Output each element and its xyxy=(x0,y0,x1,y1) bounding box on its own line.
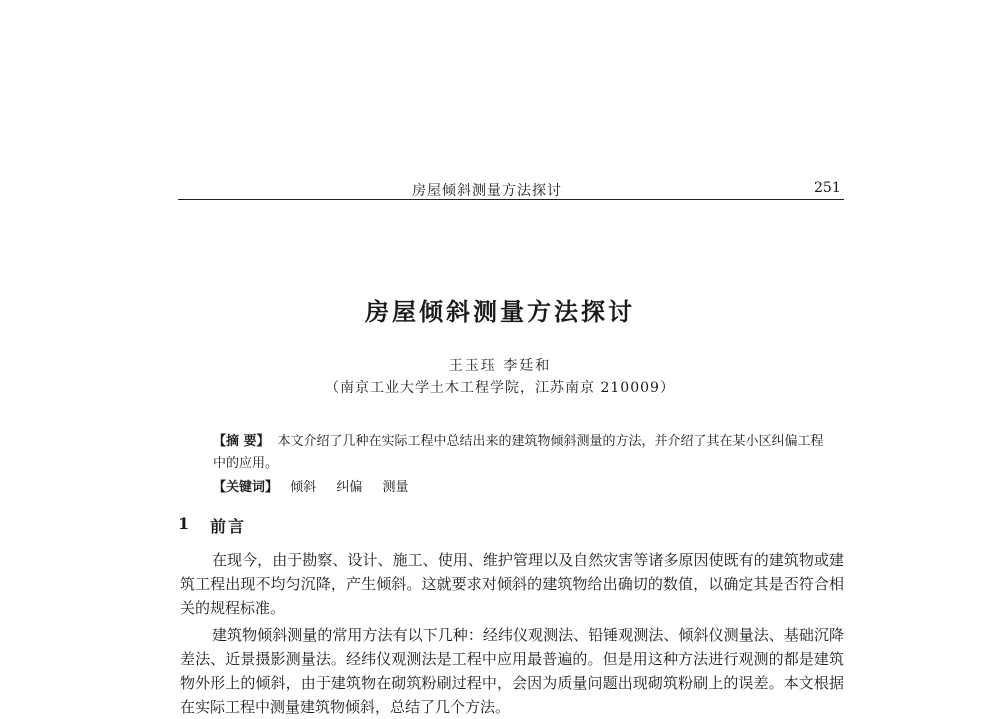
keywords xyxy=(213,476,424,495)
running-title: 房屋倾斜测量方法探讨 xyxy=(412,183,562,199)
keyword: 倾斜 xyxy=(290,480,317,495)
keyword: 测量 xyxy=(382,480,409,495)
abstract-label: 【摘 要】 xyxy=(213,434,270,449)
body-paragraph: 建筑物倾斜测量的常用方法有以下几种：经纬仪观测法、铅锤观测法、倾斜仪测量法、基础沉降差法、近景摄影测量法。经纬仪观测法是工程中应用最普遍的。但是用这种方法进行观测的都是建筑物外形上的倾斜，由于建筑物在砌筑粉刷过程中，会因为质量问题出现砌筑粉刷上的误差。本文根据在实际工程中测量建筑物倾斜，总结了几个方法。 xyxy=(180,626,844,716)
affiliation: （南京工业大学土木工程学院，江苏南京 210009） xyxy=(325,380,675,396)
header-rule xyxy=(178,199,844,200)
authors: 王玉珏 李廷和 xyxy=(448,358,552,374)
page-number: 251 xyxy=(814,180,841,196)
body-paragraph: 在现今，由于勘察、设计、施工、使用、维护管理以及自然灾害等诸多原因使既有的建筑物或建筑工程出现不均匀沉降，产生倾斜。这就要求对倾斜的建筑物给出确切的数值，以确定其是否符合相关的规程标准。 xyxy=(180,551,844,617)
abstract-text: 本文介绍了几种在实际工程中总结出来的建筑物倾斜测量的方法，并介绍了其在某小区纠偏工程中的应用。 xyxy=(213,434,824,471)
keywords-label: 【关键词】 xyxy=(213,480,279,495)
abstract xyxy=(213,431,833,475)
paper-title: 房屋倾斜测量方法探讨 xyxy=(365,297,635,326)
section-title: 前言 xyxy=(210,517,247,536)
section-number: 1 xyxy=(178,514,190,533)
keyword: 纠偏 xyxy=(336,480,363,495)
